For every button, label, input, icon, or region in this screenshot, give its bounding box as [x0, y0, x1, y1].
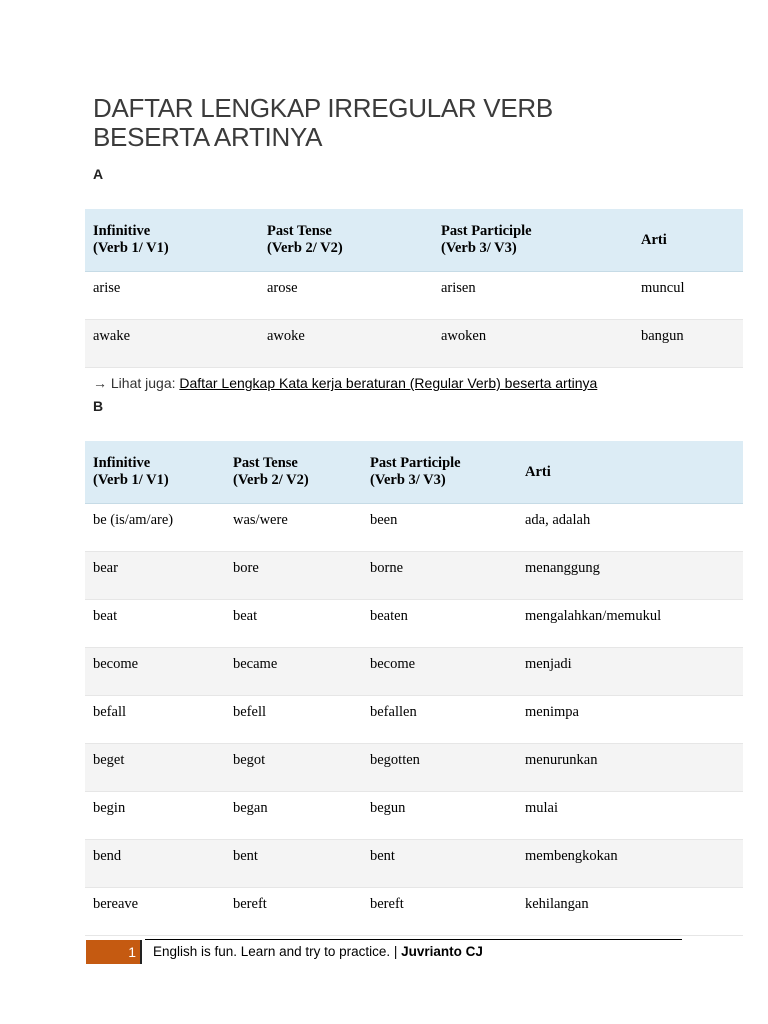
table-row [85, 840, 743, 888]
cell-infinitive: beget [85, 744, 225, 792]
cell-past-participle: borne [362, 552, 517, 600]
cell-infinitive: bereave [85, 888, 225, 936]
cell-arti: menimpa [517, 696, 743, 744]
header-infinitive: Infinitive (Verb 1/ V1) [85, 209, 259, 272]
cell-past-tense: began [225, 792, 362, 840]
regular-verb-link[interactable]: Daftar Lengkap Kata kerja beraturan (Regular Verb) beserta artinya [179, 375, 598, 391]
cell-past-participle: begun [362, 792, 517, 840]
table-row [85, 320, 743, 368]
section-letter-a: A [93, 166, 104, 182]
cell-arti: membengkokan [517, 840, 743, 888]
table-row [85, 792, 743, 840]
cell-arti: mengalahkan/memukul [517, 600, 743, 648]
cell-past-tense: befell [225, 696, 362, 744]
cell-infinitive: beat [85, 600, 225, 648]
table-row [85, 648, 743, 696]
table-row [85, 600, 743, 648]
page-number: 1 [86, 940, 142, 964]
cell-past-tense: begot [225, 744, 362, 792]
cell-infinitive: awake [85, 320, 259, 368]
footer-divider [145, 939, 682, 940]
cell-infinitive: bend [85, 840, 225, 888]
cell-past-tense: bereft [225, 888, 362, 936]
verb-table-a [85, 209, 743, 368]
header-infinitive: Infinitive (Verb 1/ V1) [85, 441, 225, 504]
title-line-2: BESERTA ARTINYA [93, 122, 323, 152]
cell-past-tense: beat [225, 600, 362, 648]
cell-past-participle: befallen [362, 696, 517, 744]
cell-arti: kehilangan [517, 888, 743, 936]
footer-tagline: English is fun. Learn and try to practice. | [153, 944, 402, 959]
footer-author: Juvrianto CJ [401, 944, 483, 959]
cell-past-participle: begotten [362, 744, 517, 792]
cell-past-participle: become [362, 648, 517, 696]
cell-arti: menanggung [517, 552, 743, 600]
cell-arti: bangun [633, 320, 743, 368]
cell-arti: muncul [633, 272, 743, 320]
cell-arti: mulai [517, 792, 743, 840]
cell-past-participle: awoken [433, 320, 633, 368]
see-also-line [93, 375, 597, 391]
page-title [93, 94, 653, 152]
header-arti: Arti [633, 209, 743, 272]
table-header-row [85, 209, 743, 272]
cell-past-tense: bore [225, 552, 362, 600]
cell-past-participle: bereft [362, 888, 517, 936]
header-past-tense: Past Tense (Verb 2/ V2) [259, 209, 433, 272]
table-row [85, 888, 743, 936]
cell-past-participle: been [362, 504, 517, 552]
cell-arti: menjadi [517, 648, 743, 696]
table-row [85, 552, 743, 600]
cell-infinitive: be (is/am/are) [85, 504, 225, 552]
section-letter-b: B [93, 398, 104, 414]
table-header-row [85, 441, 743, 504]
cell-past-participle: bent [362, 840, 517, 888]
cell-past-tense: became [225, 648, 362, 696]
header-arti: Arti [517, 441, 743, 504]
header-past-participle: Past Participle (Verb 3/ V3) [362, 441, 517, 504]
table-row [85, 744, 743, 792]
cell-infinitive: befall [85, 696, 225, 744]
cell-past-tense: bent [225, 840, 362, 888]
footer-text [153, 944, 483, 959]
verb-table-b [85, 441, 743, 936]
table-row [85, 504, 743, 552]
table-row [85, 272, 743, 320]
cell-past-tense: was/were [225, 504, 362, 552]
header-past-tense: Past Tense (Verb 2/ V2) [225, 441, 362, 504]
cell-infinitive: become [85, 648, 225, 696]
cell-infinitive: bear [85, 552, 225, 600]
title-line-1: DAFTAR LENGKAP IRREGULAR VERB [93, 93, 553, 123]
cell-infinitive: arise [85, 272, 259, 320]
table-row [85, 696, 743, 744]
cell-past-participle: arisen [433, 272, 633, 320]
cell-infinitive: begin [85, 792, 225, 840]
cell-past-participle: beaten [362, 600, 517, 648]
cell-arti: ada, adalah [517, 504, 743, 552]
cell-arti: menurunkan [517, 744, 743, 792]
header-past-participle: Past Participle (Verb 3/ V3) [433, 209, 633, 272]
cell-past-tense: awoke [259, 320, 433, 368]
cell-past-tense: arose [259, 272, 433, 320]
see-also-prefix: → Lihat juga: [93, 375, 180, 391]
